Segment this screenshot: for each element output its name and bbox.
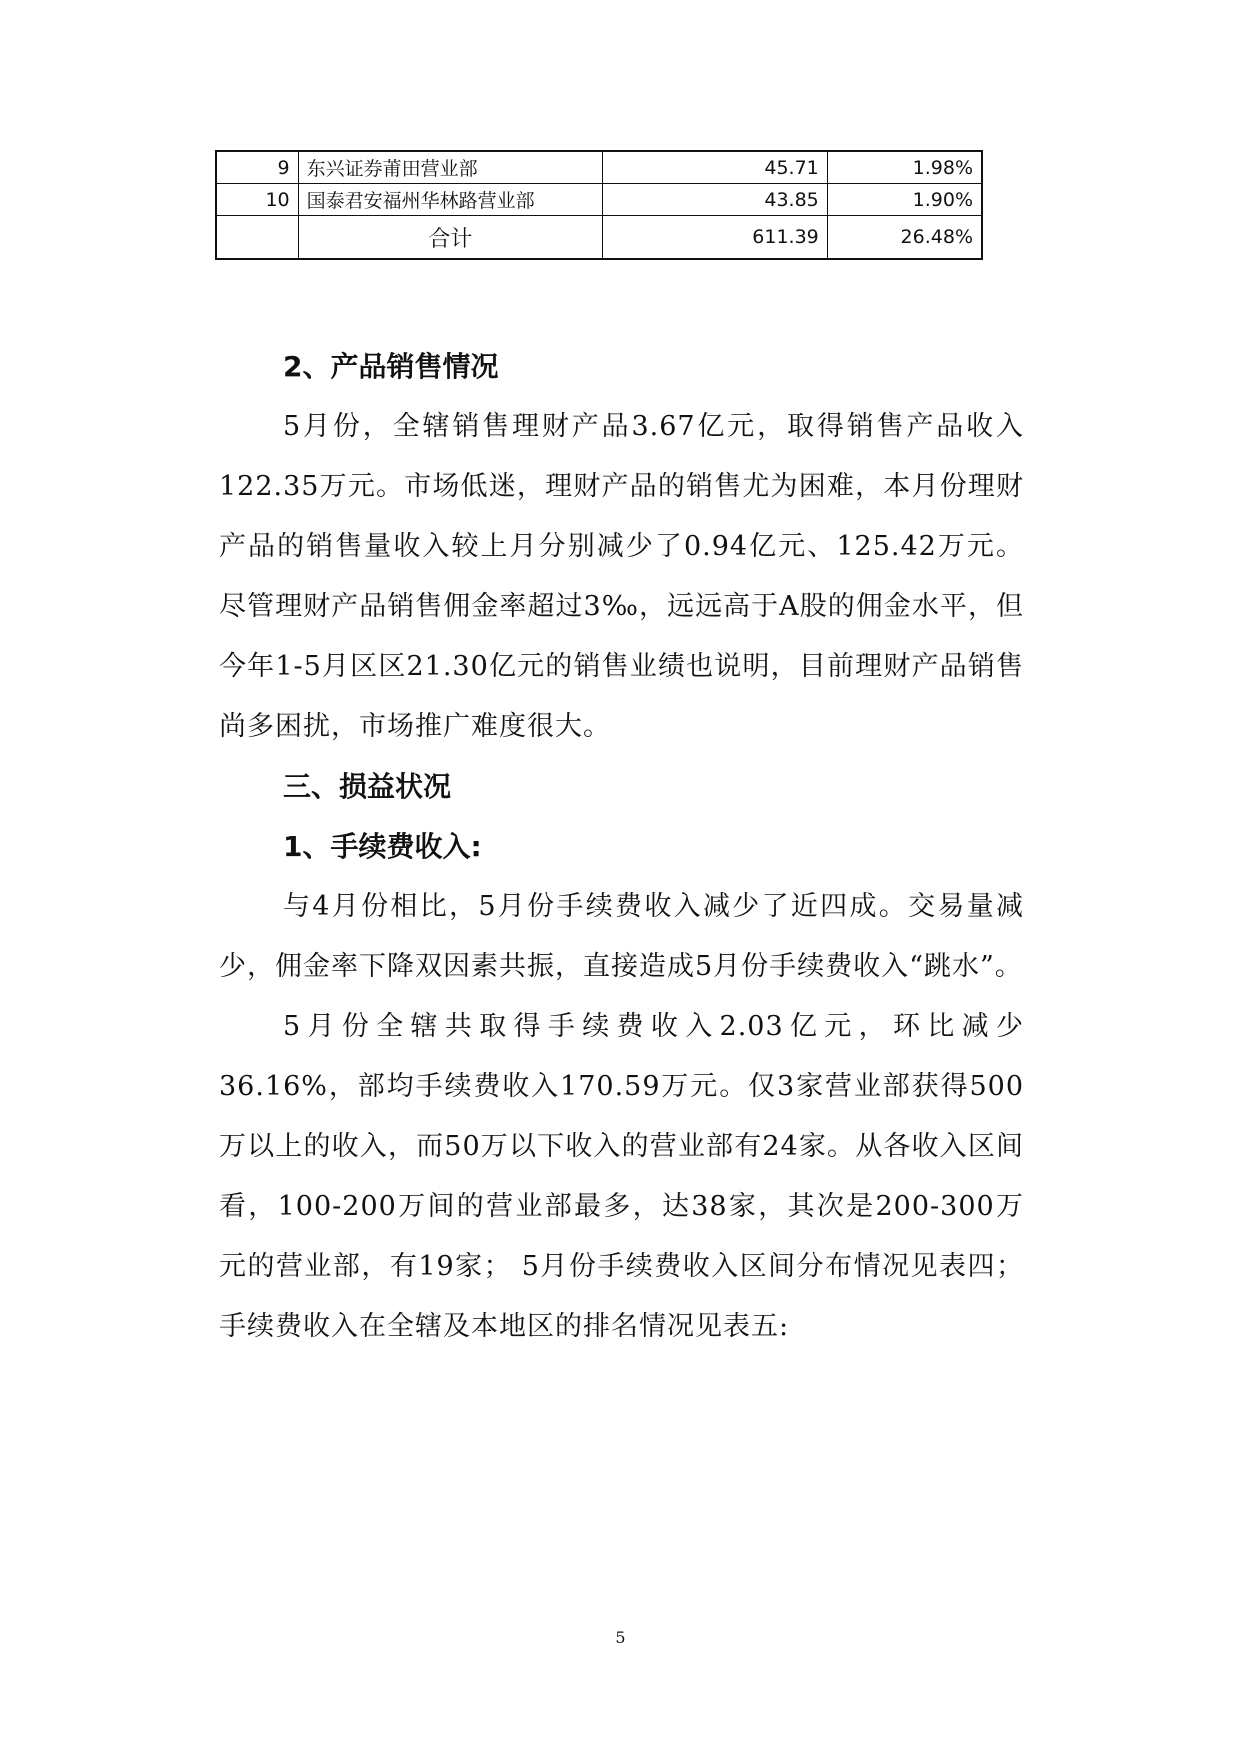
row-number: 9 xyxy=(216,151,298,184)
empty-cell xyxy=(216,216,298,260)
table-row xyxy=(216,151,982,184)
fee-value: 45.71 xyxy=(603,151,828,184)
section-heading-profit-loss: 三、损益状况 xyxy=(283,770,452,803)
branch-name: 东兴证券莆田营业部 xyxy=(298,151,602,184)
paragraph-fee-income-comparison: 与4月份相比，5月份手续费收入减少了近四成。交易量减少，佣金率下降双因素共振，直接造成5月份手续费收入“跳水”。 xyxy=(219,891,1024,982)
table-total-row xyxy=(216,216,982,260)
fee-share: 1.90% xyxy=(827,184,982,216)
ranking-table xyxy=(215,150,983,260)
section-heading-product-sales: 2、产品销售情况 xyxy=(283,350,499,383)
row-number: 10 xyxy=(216,184,298,216)
fee-share: 1.98% xyxy=(827,151,982,184)
section-heading-fee-income: 1、手续费收入: xyxy=(283,830,482,863)
total-value: 611.39 xyxy=(603,216,828,260)
document-body xyxy=(219,337,1024,1357)
total-label: 合计 xyxy=(298,216,602,260)
table-row xyxy=(216,184,982,216)
ranking-table-continued xyxy=(215,150,983,260)
paragraph-product-sales: 5月份，全辖销售理财产品3.67亿元，取得销售产品收入122.35万元。市场低迷，理财产品的销售尤为困难，本月份理财产品的销售量收入较上月分别减少了0.94亿元、125.42万元。尽管理财产品销售佣金率超过3‰，远远高于A股的佣金水平，但今年1-5月区区21.30亿元的销售业绩也说明，目前理财产品销售尚多困扰，市场推广难度很大。 xyxy=(219,411,1024,742)
fee-value: 43.85 xyxy=(603,184,828,216)
paragraph-fee-income-details: 5月份全辖共取得手续费收入2.03亿元，环比减少36.16%，部均手续费收入170.59万元。仅3家营业部获得500万以上的收入，而50万以下收入的营业部有24家。从各收入区间看，100-200万间的营业部最多，达38家，其次是200-300万元的营业部，有19家； 5月份手续费收入区间分布情况见表四；手续费收入在全辖及本地区的排名情况见表五: xyxy=(219,1011,1024,1342)
branch-name: 国泰君安福州华林路营业部 xyxy=(298,184,602,216)
page-number: 5 xyxy=(615,1628,626,1647)
total-share: 26.48% xyxy=(827,216,982,260)
